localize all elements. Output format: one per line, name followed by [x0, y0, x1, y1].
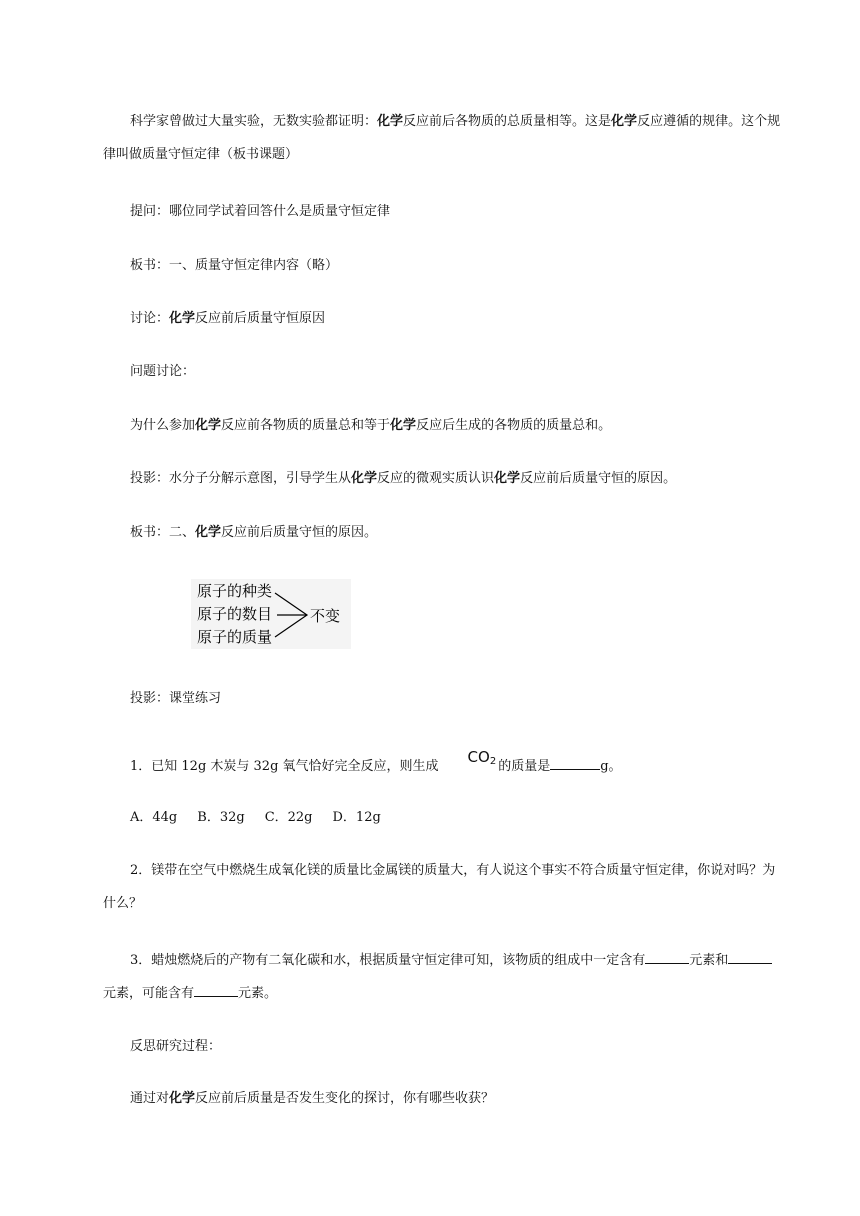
option-b: B．32g	[197, 810, 245, 825]
discussion-line: 讨论：化学反应前后质量守恒原因	[130, 311, 326, 326]
bold-term: 化学	[169, 1091, 196, 1106]
reflection-heading: 反思研究过程：	[130, 1039, 222, 1054]
answer-blank	[194, 985, 238, 997]
diagram-item-atom-type: 原子的种类	[197, 582, 273, 600]
option-d: D．12g	[332, 810, 381, 825]
bold-term: 化学	[377, 114, 404, 129]
bold-term: 化学	[390, 418, 417, 433]
answer-blank	[728, 952, 772, 964]
question-3-line1: 3．蜡烛燃烧后的产物有二氧化碳和水，根据质量守恒定律可知，该物质的组成中一定含有 元素和	[103, 952, 783, 967]
question-2-line1: 2．镁带在空气中燃烧生成氧化镁的质量比金属镁的质量大，有人说这个事实不符合质量守恒定律，你说对吗？为	[130, 863, 776, 878]
projection-line: 投影：水分子分解示意图，引导学生从化学反应的微观实质认识化学反应前后质量守恒的原因。	[130, 471, 677, 486]
question-2-line2: 什么？	[103, 896, 143, 911]
option-c: C．22g	[264, 810, 313, 825]
intro-paragraph-line2: 律叫做质量守恒定律（板书课题）	[103, 147, 299, 162]
board-note-1: 板书：一、质量守恒定律内容（略）	[130, 258, 339, 273]
board-note-2: 板书：二、化学反应前后质量守恒的原因。	[130, 525, 378, 540]
co2-formula: $CO_2$	[467, 748, 497, 767]
diagram-result: 不变	[310, 607, 341, 625]
answer-blank	[550, 758, 600, 770]
exercise-heading: 投影：课堂练习	[130, 691, 222, 706]
bold-term: 化学	[169, 311, 196, 326]
question-1-options	[103, 811, 783, 824]
intro-paragraph-line1: 科学家曾做过大量实验，无数实验都证明：化学反应前后各物质的总质量相等。这是化学反应遵循的规律。这个规	[130, 114, 781, 129]
question-3-line2: 元素，可能含有 元素。	[103, 986, 278, 1001]
diagram-item-atom-count: 原子的数目	[197, 605, 273, 623]
summary-question: 通过对化学反应前后质量是否发生变化的探讨，你有哪些收获？	[130, 1091, 495, 1106]
why-question: 为什么参加化学反应前各物质的质量总和等于化学反应后生成的各物质的质量总和。	[130, 418, 612, 433]
bold-term: 化学	[494, 471, 521, 486]
answer-blank	[645, 952, 689, 964]
bold-term: 化学	[611, 114, 638, 129]
question-line: 提问：哪位同学试着回答什么是质量守恒定律	[130, 204, 391, 219]
bold-term: 化学	[195, 418, 222, 433]
bold-term: 化学	[351, 471, 378, 486]
question-1: 1．已知 12g 木炭与 32g 氧气恰好完全反应，则生成$CO_2$ 的质量是 g。	[130, 748, 622, 774]
option-a: A．44g	[130, 810, 178, 825]
bold-term: 化学	[195, 525, 222, 540]
problem-discussion-heading: 问题讨论：	[130, 364, 196, 379]
atom-conservation-diagram	[191, 579, 351, 649]
diagram-item-atom-mass: 原子的质量	[197, 628, 273, 646]
